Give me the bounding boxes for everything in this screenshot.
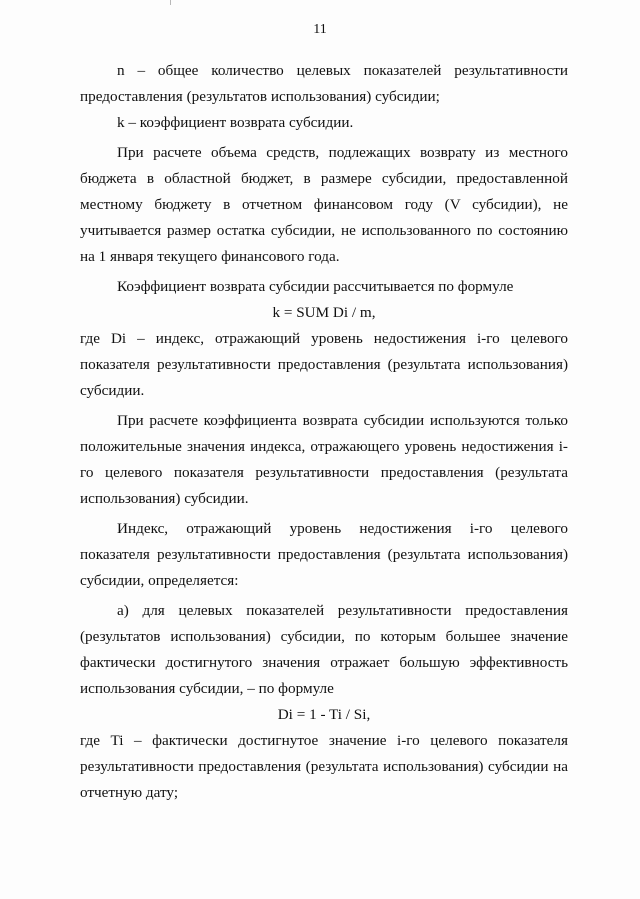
formula-di: Di = 1 - Ti / Si, [277,706,371,723]
paragraph-n-definition: n – общее количество целевых показателей результативности предоставления (результатов использования) субсидии; [80,62,568,105]
document-body [80,58,568,806]
page-number: 11 [313,22,327,37]
paragraph-di-definition: где Di – индекс, отражающий уровень недостижения i-го целевого показателя результативности предоставления (результата использования) субсидии. [80,330,568,399]
scan-mark [170,0,171,5]
paragraph-k-definition: k – коэффициент возврата субсидии. [117,114,354,131]
paragraph-formula-intro: Коэффициент возврата субсидии рассчитывается по формуле [117,278,514,295]
formula-k: k = SUM Di / m, [272,304,376,321]
paragraph-calculation-note: При расчете объема средств, подлежащих возврату из местного бюджета в областной бюджет, в размере субсидии, предоставленной местному бюджету в отчетном финансовом году (V субсидии), не учитывается размер остатка субсидии, не использованного по состоянию на 1 января текущего финансового года. [80,144,568,265]
paragraph-item-a: а) для целевых показателей результативности предоставления (результатов использования) субсидии, по которым большее значение фактически достигнутого значения отражает большую эффективность использования субсидии, – по формуле [80,602,568,697]
paragraph-ti-definition: где Ti – фактически достигнутое значение i-го целевого показателя результативности предоставления (результата использования) субсидии на отчетную дату; [80,732,568,801]
paragraph-positive-values: При расчете коэффициента возврата субсидии используются только положительные значения индекса, отражающего уровень недостижения i-го целевого показателя результативности предоставления (результата использования) субсидии. [80,412,568,507]
paragraph-index-determined: Индекс, отражающий уровень недостижения i-го целевого показателя результативности предоставления (результата использования) субсидии, определяется: [80,520,568,589]
